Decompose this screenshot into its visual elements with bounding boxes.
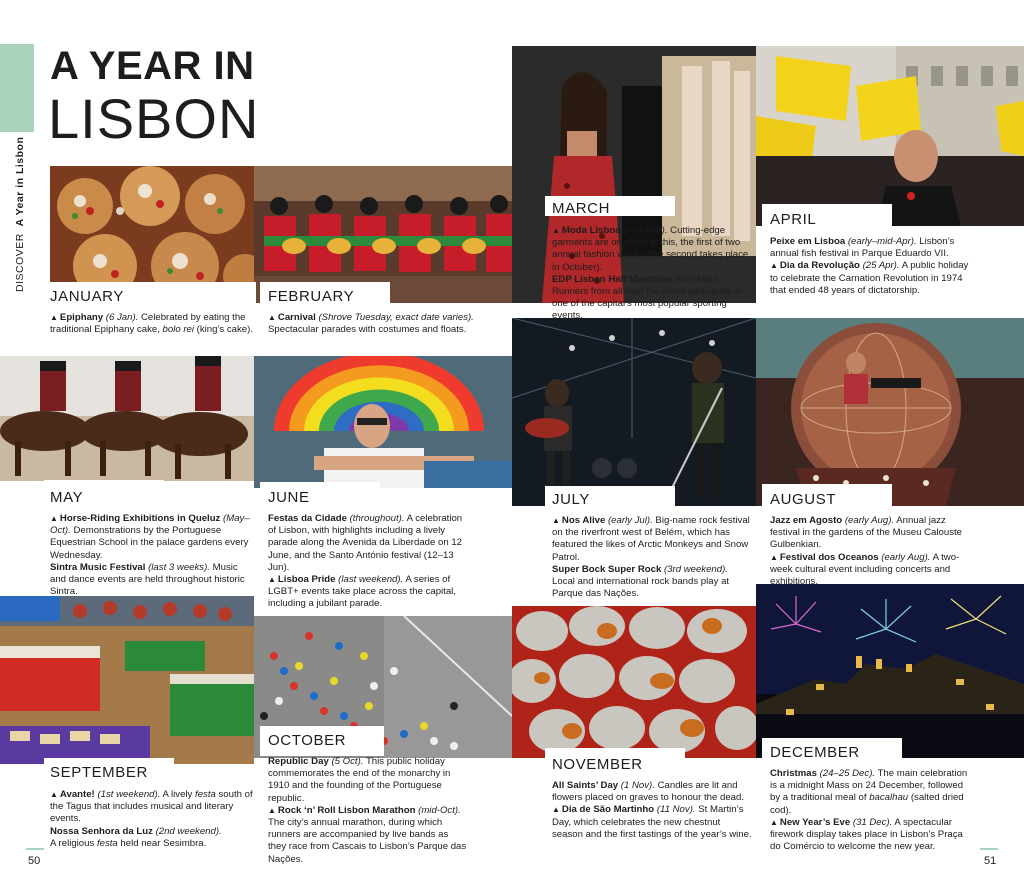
month-heading-september: SEPTEMBER <box>50 764 148 781</box>
photo-august-globe <box>756 318 1024 506</box>
month-heading-february: FEBRUARY <box>268 288 355 305</box>
photo-april-revolution <box>756 46 1024 226</box>
month-body-january: ▲ Epiphany (6 Jan). Celebrated by eating the traditional Epiphany cake, bolo rei (king’s cake). <box>50 312 254 336</box>
month-body-november: All Saints’ Day (1 Nov). Candles are lit and flowers placed on graves to honour the dead. ▲ Dia de São Martinho (11 Nov). St Martin’s Day, which celebrates the new chestnut season and the first tastings of the year’s wine. <box>552 780 752 840</box>
photo-january-cakes <box>50 166 254 296</box>
triangle-icon: ▲ <box>770 552 778 562</box>
page-number-left: 50 <box>28 855 41 867</box>
photo-may-horses <box>0 356 254 481</box>
triangle-icon: ▲ <box>552 516 560 525</box>
month-heading-january: JANUARY <box>50 288 124 305</box>
folio-rule-right <box>980 848 998 850</box>
month-heading-august: AUGUST <box>770 491 837 508</box>
photo-september-bookfair <box>0 596 254 764</box>
triangle-icon: ▲ <box>552 805 560 815</box>
month-heading-june: JUNE <box>268 489 310 506</box>
month-body-april: Peixe em Lisboa (early–mid-Apr). Lisbon’s annual fish festival in Parque Eduardo VII. ▲ Dia da Revolução (25 Apr). A public holiday to celebrate the Carnation Revolution in 1974 that ended 48 years of dictatorship. <box>770 236 969 296</box>
photo-november-chestnuts <box>512 606 756 758</box>
section-label-chapter: A Year in Lisbon <box>14 136 26 227</box>
triangle-icon: ▲ <box>770 817 778 827</box>
triangle-icon: ▲ <box>50 313 58 322</box>
triangle-icon: ▲ <box>268 313 276 322</box>
month-body-september: ▲ Avante! (1st weekend). A lively festa south of the Tagus that includes musical and literary events. Nossa Senhora da Luz (2nd weekend). A religious festa held near Sesimbra. <box>50 789 253 849</box>
triangle-icon: ▲ <box>50 790 58 799</box>
month-body-august: Jazz em Agosto (early Aug). Annual jazz festival in the gardens of the Museu Calouste Gulbenkian. ▲ Festival dos Oceanos (early Aug). A two-week cultural event including concerts and exhibitions. <box>770 515 962 588</box>
photo-december-fireworks <box>756 584 1024 758</box>
page-number-right: 51 <box>984 855 997 867</box>
month-body-march: ▲ Moda Lisboa (mid-Mar). Cutting-edge garments are on show at this, the first of two annual fashion weeks (the second takes place in October). EDP Lisbon Half Marathon (mid-Mar). Runners from all over the world participate in one of the capital’s most popular sporting events. <box>552 225 749 322</box>
triangle-icon: ▲ <box>552 226 560 235</box>
photo-july-concert <box>512 318 756 506</box>
month-body-may: ▲ Horse-Riding Exhibitions in Queluz (May–Oct). Demonstrations by the Portuguese Equestrian School in the palace gardens every Wednesday. Sintra Music Festival (last 3 weeks). Music and dance events are held throughout historic Sintra. <box>50 513 250 598</box>
page-title-line1: A YEAR IN <box>50 44 255 88</box>
month-heading-july: JULY <box>552 491 590 508</box>
month-heading-march: MARCH <box>552 200 610 217</box>
month-heading-december: DECEMBER <box>770 744 860 761</box>
photo-june-pride <box>254 356 512 488</box>
month-heading-may: MAY <box>50 489 84 506</box>
section-label <box>14 136 28 292</box>
accent-bar <box>0 44 34 132</box>
month-body-july: ▲ Nos Alive (early Jul). Big-name rock festival on the riverfront west of Belém, which has featured the likes of Arctic Monkeys and Snow Patrol. Super Bock Super Rock (3rd weekend). Local and international rock bands play at Parque das Nações. <box>552 515 750 600</box>
folio-rule-left <box>26 848 44 850</box>
triangle-icon: ▲ <box>268 805 276 815</box>
month-heading-october: OCTOBER <box>268 732 347 749</box>
month-body-june: Festas da Cidade (throughout). A celebration of Lisbon, with highlights including a lively parade along the Avenida da Liberdade on 12 June, and the Santo António festival (12–13 Jun). ▲ Lisboa Pride (last weekend). A series of LGBT+ events take place across the capital, including a jubilant parade. <box>268 513 463 610</box>
month-body-december: Christmas (24–25 Dec). The main celebration is a midnight Mass on 24 December, followed by a traditional meal of bacalhau (salted dried cod). ▲ New Year’s Eve (31 Dec). A spectacular firework display takes place in Lisbon’s Praça do Comércio to welcome the new year. <box>770 768 968 853</box>
month-heading-april: APRIL <box>770 211 817 228</box>
month-body-october: Republic Day (5 Oct). This public holiday commemorates the end of the monarchy in 1910 and the founding of the Portuguese republic. ▲ Rock ‘n’ Roll Lisbon Marathon (mid-Oct). The city’s annual marathon, during which runners are accompanied by live bands as they race from Cascais to Lisbon’s Parque das Nações. <box>268 756 467 865</box>
page-title-line2: LISBON <box>48 87 260 150</box>
triangle-icon: ▲ <box>50 514 58 523</box>
triangle-icon: ▲ <box>770 261 778 271</box>
month-body-february: ▲ Carnival (Shrove Tuesday, exact date varies). Spectacular parades with costumes and floats. <box>268 312 474 336</box>
month-heading-november: NOVEMBER <box>552 756 643 773</box>
section-label-discover: DISCOVER <box>14 233 26 292</box>
triangle-icon: ▲ <box>268 575 276 585</box>
